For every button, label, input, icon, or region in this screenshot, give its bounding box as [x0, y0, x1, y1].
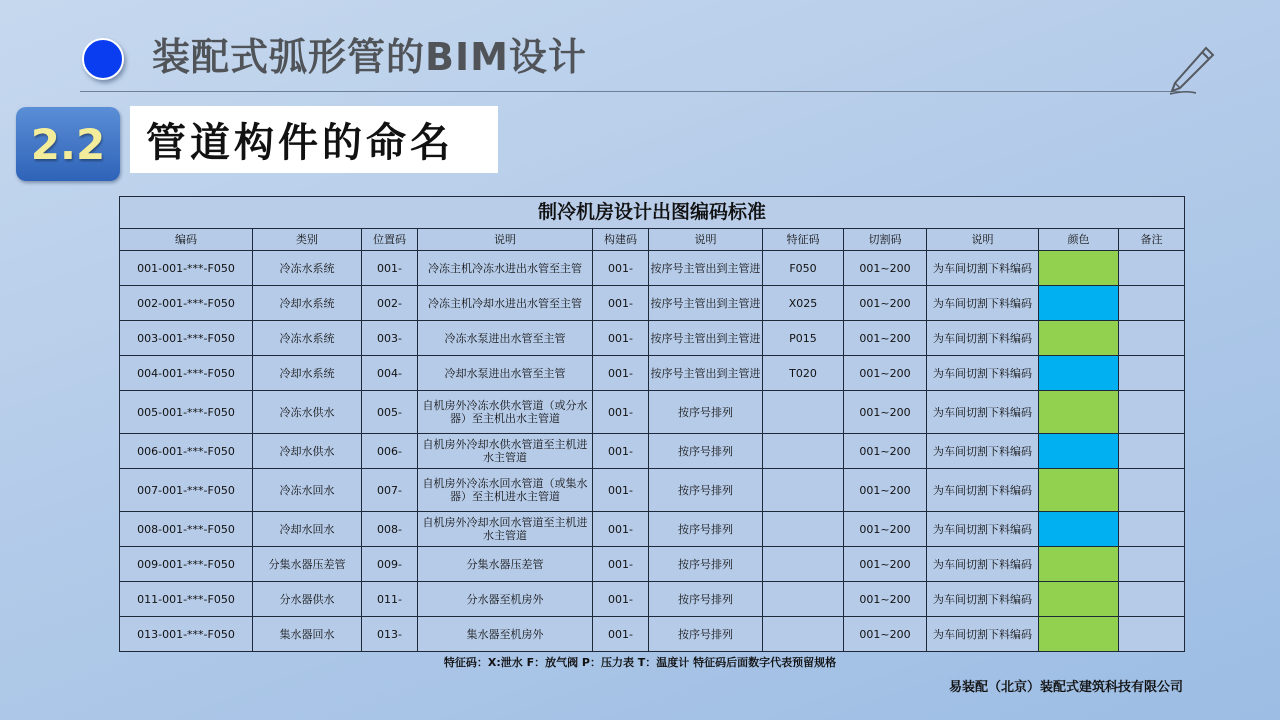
col-header-description-2: 说明 — [649, 229, 763, 251]
col-header-code: 编码 — [120, 229, 253, 251]
cell-cut-code: 001~200 — [844, 434, 927, 469]
cell-type: 分水器供水 — [253, 582, 362, 617]
cell-description: 分水器至机房外 — [418, 582, 593, 617]
cell-position: 006- — [362, 434, 418, 469]
cell-build-code: 001- — [593, 391, 649, 434]
cell-type: 分集水器压差管 — [253, 547, 362, 582]
col-header-cut-code: 切割码 — [844, 229, 927, 251]
cell-type: 冷却水系统 — [253, 356, 362, 391]
cell-description: 自机房外冷冻水回水管道（或集水器）至主机进水主管道 — [418, 469, 593, 512]
cell-cut-code: 001~200 — [844, 547, 927, 582]
pen-icon — [1166, 44, 1216, 96]
cell-description-2: 按序号排列 — [649, 582, 763, 617]
company-name: 易装配（北京）装配式建筑科技有限公司 — [948, 680, 1183, 695]
cell-description-2: 按序号排列 — [649, 547, 763, 582]
cell-feature-code — [763, 617, 844, 652]
cell-feature-code — [763, 582, 844, 617]
cell-code: 004-001-***-F050 — [120, 356, 253, 391]
cell-position: 008- — [362, 512, 418, 547]
title-bullet-dot — [82, 38, 124, 80]
cell-color-swatch — [1039, 434, 1119, 469]
cell-description-2: 按序号排列 — [649, 391, 763, 434]
table-row — [120, 582, 1185, 617]
cell-code: 003-001-***-F050 — [120, 321, 253, 356]
cell-code: 005-001-***-F050 — [120, 391, 253, 434]
cell-type: 冷冻水回水 — [253, 469, 362, 512]
cell-color-swatch — [1039, 356, 1119, 391]
cell-build-code: 001- — [593, 251, 649, 286]
cell-position: 013- — [362, 617, 418, 652]
cell-note — [1119, 547, 1185, 582]
cell-position: 004- — [362, 356, 418, 391]
cell-build-code: 001- — [593, 469, 649, 512]
cell-description-2: 按序号排列 — [649, 469, 763, 512]
col-header-note: 备注 — [1119, 229, 1185, 251]
page-title: 装配式弧形管的BIM设计 — [152, 35, 587, 79]
cell-note — [1119, 512, 1185, 547]
cell-type: 冷冻水供水 — [253, 391, 362, 434]
section-title: 管道构件的命名 — [146, 119, 454, 166]
cell-description-3: 为车间切割下料编码 — [927, 356, 1039, 391]
table-caption: 制冷机房设计出图编码标准 — [119, 196, 1185, 228]
table-body — [120, 251, 1185, 652]
cell-build-code: 001- — [593, 356, 649, 391]
cell-description-2: 按序号排列 — [649, 512, 763, 547]
table-row — [120, 547, 1185, 582]
table-header-row — [120, 229, 1185, 251]
cell-description: 冷冻主机冷冻水进出水管至主管 — [418, 251, 593, 286]
cell-build-code: 001- — [593, 286, 649, 321]
cell-note — [1119, 434, 1185, 469]
cell-description: 自机房外冷却水回水管道至主机进水主管道 — [418, 512, 593, 547]
cell-cut-code: 001~200 — [844, 512, 927, 547]
cell-description-2: 按序号主管出到主管进 — [649, 321, 763, 356]
cell-code: 011-001-***-F050 — [120, 582, 253, 617]
cell-code: 006-001-***-F050 — [120, 434, 253, 469]
cell-code: 002-001-***-F050 — [120, 286, 253, 321]
cell-note — [1119, 582, 1185, 617]
table-row — [120, 251, 1185, 286]
cell-note — [1119, 286, 1185, 321]
title-divider — [80, 91, 1180, 92]
cell-position: 005- — [362, 391, 418, 434]
cell-description-2: 按序号主管出到主管进 — [649, 286, 763, 321]
cell-feature-code — [763, 512, 844, 547]
cell-description-2: 按序号排列 — [649, 434, 763, 469]
cell-feature-code: T020 — [763, 356, 844, 391]
cell-description: 冷却水泵进出水管至主管 — [418, 356, 593, 391]
cell-feature-code: X025 — [763, 286, 844, 321]
cell-build-code: 001- — [593, 512, 649, 547]
cell-color-swatch — [1039, 582, 1119, 617]
cell-code: 001-001-***-F050 — [120, 251, 253, 286]
cell-description: 冷冻水泵进出水管至主管 — [418, 321, 593, 356]
table-row — [120, 321, 1185, 356]
cell-type: 冷却水供水 — [253, 434, 362, 469]
cell-cut-code: 001~200 — [844, 321, 927, 356]
table-row — [120, 434, 1185, 469]
section-title-box — [130, 106, 498, 173]
cell-color-swatch — [1039, 547, 1119, 582]
section-number-badge — [16, 107, 120, 181]
cell-color-swatch — [1039, 469, 1119, 512]
cell-build-code: 001- — [593, 321, 649, 356]
col-header-color: 颜色 — [1039, 229, 1119, 251]
cell-feature-code — [763, 547, 844, 582]
cell-feature-code: P015 — [763, 321, 844, 356]
cell-description: 集水器至机房外 — [418, 617, 593, 652]
cell-description-3: 为车间切割下料编码 — [927, 547, 1039, 582]
col-header-description: 说明 — [418, 229, 593, 251]
cell-color-swatch — [1039, 251, 1119, 286]
table-row — [120, 391, 1185, 434]
cell-description-3: 为车间切割下料编码 — [927, 321, 1039, 356]
cell-description-3: 为车间切割下料编码 — [927, 286, 1039, 321]
cell-note — [1119, 469, 1185, 512]
cell-type: 冷却水回水 — [253, 512, 362, 547]
cell-position: 002- — [362, 286, 418, 321]
cell-code: 007-001-***-F050 — [120, 469, 253, 512]
cell-cut-code: 001~200 — [844, 251, 927, 286]
cell-description: 自机房外冷冻水供水管道（或分水器）至主机出水主管道 — [418, 391, 593, 434]
cell-description-3: 为车间切割下料编码 — [927, 251, 1039, 286]
cell-build-code: 001- — [593, 617, 649, 652]
cell-cut-code: 001~200 — [844, 391, 927, 434]
cell-description-2: 按序号主管出到主管进 — [649, 251, 763, 286]
cell-build-code: 001- — [593, 547, 649, 582]
cell-code: 013-001-***-F050 — [120, 617, 253, 652]
cell-code: 009-001-***-F050 — [120, 547, 253, 582]
cell-description: 冷冻主机冷却水进出水管至主管 — [418, 286, 593, 321]
cell-cut-code: 001~200 — [844, 356, 927, 391]
cell-note — [1119, 321, 1185, 356]
cell-description-2: 按序号排列 — [649, 617, 763, 652]
cell-build-code: 001- — [593, 582, 649, 617]
cell-type: 冷冻水系统 — [253, 321, 362, 356]
cell-color-swatch — [1039, 617, 1119, 652]
col-header-feature-code: 特征码 — [763, 229, 844, 251]
cell-description-2: 按序号主管出到主管进 — [649, 356, 763, 391]
cell-feature-code — [763, 391, 844, 434]
cell-position: 001- — [362, 251, 418, 286]
coding-standard-table — [119, 196, 1185, 652]
table-row — [120, 512, 1185, 547]
cell-color-swatch — [1039, 391, 1119, 434]
cell-cut-code: 001~200 — [844, 617, 927, 652]
cell-position: 011- — [362, 582, 418, 617]
feature-code-footnote: 特征码：X:泄水 F：放气阀 P：压力表 T：温度计 特征码后面数字代表预留规格 — [443, 656, 837, 669]
cell-description-3: 为车间切割下料编码 — [927, 512, 1039, 547]
cell-description-3: 为车间切割下料编码 — [927, 434, 1039, 469]
cell-code: 008-001-***-F050 — [120, 512, 253, 547]
cell-type: 冷却水系统 — [253, 286, 362, 321]
cell-color-swatch — [1039, 512, 1119, 547]
col-header-build-code: 构建码 — [593, 229, 649, 251]
cell-cut-code: 001~200 — [844, 582, 927, 617]
cell-note — [1119, 391, 1185, 434]
cell-color-swatch — [1039, 286, 1119, 321]
cell-note — [1119, 617, 1185, 652]
cell-build-code: 001- — [593, 434, 649, 469]
cell-description: 分集水器压差管 — [418, 547, 593, 582]
section-number: 2.2 — [30, 119, 106, 169]
col-header-type: 类别 — [253, 229, 362, 251]
cell-description-3: 为车间切割下料编码 — [927, 469, 1039, 512]
cell-description: 自机房外冷却水供水管道至主机进水主管道 — [418, 434, 593, 469]
col-header-description-3: 说明 — [927, 229, 1039, 251]
cell-note — [1119, 356, 1185, 391]
cell-type: 集水器回水 — [253, 617, 362, 652]
cell-feature-code: F050 — [763, 251, 844, 286]
table-row — [120, 286, 1185, 321]
cell-position: 003- — [362, 321, 418, 356]
cell-cut-code: 001~200 — [844, 286, 927, 321]
cell-cut-code: 001~200 — [844, 469, 927, 512]
cell-type: 冷冻水系统 — [253, 251, 362, 286]
cell-note — [1119, 251, 1185, 286]
cell-position: 007- — [362, 469, 418, 512]
cell-description-3: 为车间切割下料编码 — [927, 617, 1039, 652]
cell-feature-code — [763, 434, 844, 469]
cell-feature-code — [763, 469, 844, 512]
cell-description-3: 为车间切割下料编码 — [927, 391, 1039, 434]
table-row — [120, 617, 1185, 652]
col-header-position: 位置码 — [362, 229, 418, 251]
table-row — [120, 356, 1185, 391]
cell-description-3: 为车间切割下料编码 — [927, 582, 1039, 617]
cell-position: 009- — [362, 547, 418, 582]
cell-color-swatch — [1039, 321, 1119, 356]
table-row — [120, 469, 1185, 512]
